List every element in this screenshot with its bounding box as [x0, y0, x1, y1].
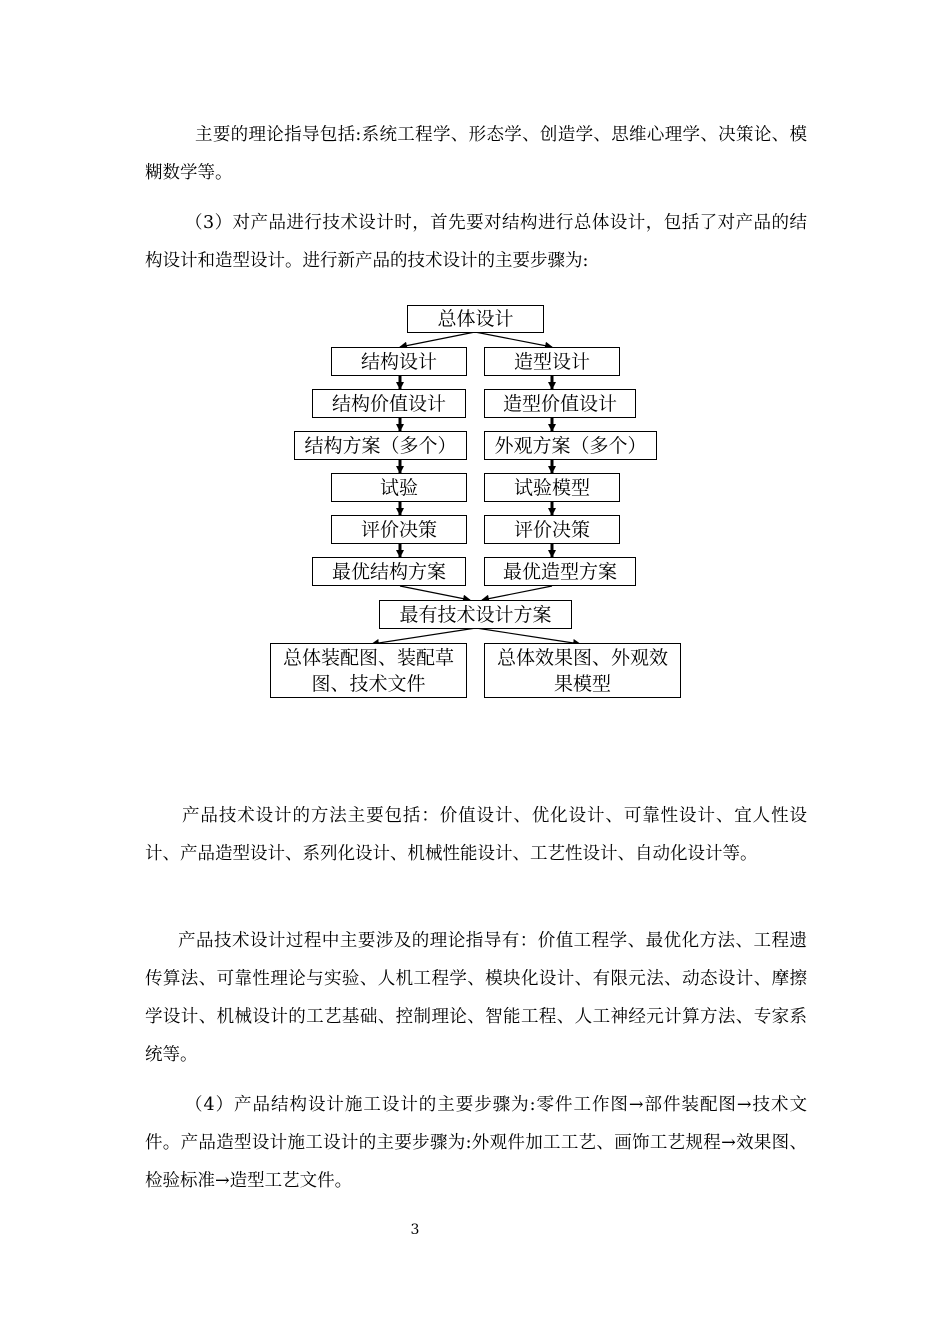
flow-box-test: 试验	[331, 473, 467, 502]
flow-box-evaluation-left: 评价决策	[331, 515, 467, 544]
flow-box-test-model: 试验模型	[484, 473, 620, 502]
flow-box-appearance-schemes: 外观方案（多个）	[484, 431, 657, 460]
flow-box-best-technical-scheme: 最有技术设计方案	[379, 600, 572, 629]
flow-box-optimal-styling: 最优造型方案	[484, 557, 636, 586]
flow-box-structure-schemes: 结构方案（多个）	[294, 431, 467, 460]
paragraph-technical-design-intro: （3）对产品进行技术设计时，首先要对结构进行总体设计，包括了对产品的结构设计和造型设计。进行新产品的技术设计的主要步骤为:	[145, 213, 807, 271]
flow-box-structure-value-design: 结构价值设计	[312, 389, 466, 418]
flow-box-assembly-drawings: 总体装配图、装配草图、技术文件	[270, 643, 467, 698]
flow-box-overall-design: 总体设计	[407, 305, 544, 333]
flow-box-optimal-structure: 最优结构方案	[312, 557, 466, 586]
page-number: 3	[410, 1222, 420, 1238]
paragraph-theory-involved: 产品技术设计过程中主要涉及的理论指导有：价值工程学、最优化方法、工程遗传算法、可靠性理论与实验、人机工程学、模块化设计、有限元法、动态设计、摩擦学设计、机械设计的工艺基础、控制理论、智能工程、人工神经元计算方法、专家系统等。	[145, 931, 807, 1065]
paragraph-design-methods: 产品技术设计的方法主要包括：价值设计、优化设计、可靠性设计、宜人性设计、产品造型设计、系列化设计、机械性能设计、工艺性设计、自动化设计等。	[145, 806, 807, 864]
flow-box-styling-value-design: 造型价值设计	[484, 389, 636, 418]
flow-box-styling-design: 造型设计	[484, 347, 620, 376]
flow-box-effect-drawings: 总体效果图、外观效果模型	[484, 643, 681, 698]
paragraph-construction-steps: （4）产品结构设计施工设计的主要步骤为:零件工作图→部件装配图→技术文件。产品造型设计施工设计的主要步骤为:外观件加工工艺、画饰工艺规程→效果图、检验标准→造型工艺文件。	[145, 1095, 807, 1191]
flow-box-evaluation-right: 评价决策	[484, 515, 620, 544]
flow-box-structure-design: 结构设计	[331, 347, 467, 376]
paragraph-theory-guidance: 主要的理论指导包括:系统工程学、形态学、创造学、思维心理学、决策论、模糊数学等。	[145, 125, 807, 183]
